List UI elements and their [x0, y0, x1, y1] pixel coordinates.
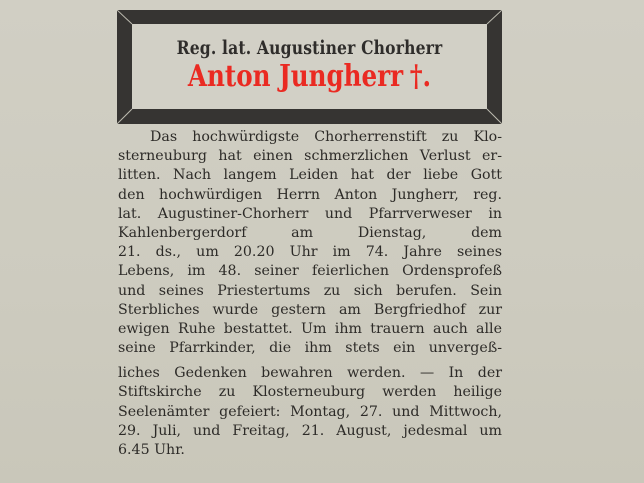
text-line: ewigen Ruhe bestattet. Um ihm trauern auch alle	[118, 320, 502, 337]
text-line: und seines Priestertums zu sich berufen. Sein	[118, 282, 502, 299]
text-line: liches Gedenken bewahren werden. — In der	[118, 365, 502, 382]
text-line: lat. Augustiner-Chorherr und Pfarrverweser in	[118, 205, 502, 222]
text-line: Seelenämter gefeiert: Montag, 27. und Mittwoch,	[118, 403, 502, 420]
text-line: 6.45 Uhr.	[118, 442, 185, 458]
text-line: sterneuburg hat einen schmerzlichen Verlust er-	[118, 148, 502, 165]
text-line: litten. Nach langem Leiden hat der liebe Gott	[118, 167, 502, 184]
obituary-mourning-frame	[117, 10, 502, 124]
deceased-name: Anton Jungherr	[187, 59, 404, 94]
text-line: den hochwürdigen Herrn Anton Jungherr, reg.	[118, 186, 502, 203]
cross-icon: †.	[409, 59, 432, 94]
text-line: 21. ds., um 20.20 Uhr im 74. Jahre seines	[118, 244, 502, 261]
obituary-body-text	[118, 128, 502, 460]
text-line: Kahlenbergerdorf am Dienstag, dem	[118, 224, 502, 241]
text-line: seine Pfarrkinder, die ihm stets ein unvergeß-	[118, 340, 502, 357]
obituary-subtitle: Reg. lat. Augustiner Chorherr	[176, 37, 443, 59]
obituary-heading	[132, 24, 487, 109]
text-line: Das hochwürdigste Chorherrenstift zu Klo-	[150, 129, 502, 145]
text-line: Stiftskirche zu Klosterneuburg werden heilige	[118, 384, 502, 401]
text-line: 29. Juli, und Freitag, 21. August, jedesmal um	[118, 422, 502, 439]
text-line: Lebens, im 48. seiner feierlichen Ordensprofeß	[118, 263, 502, 280]
text-line: Sterbliches wurde gestern am Bergfriedhof zur	[118, 301, 502, 318]
obituary-name	[164, 60, 455, 94]
